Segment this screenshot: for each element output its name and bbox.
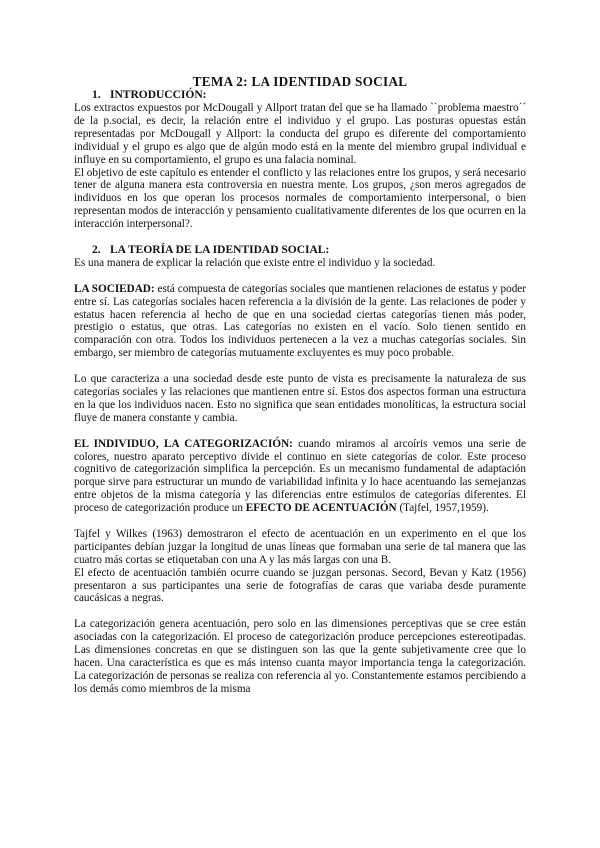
paragraph-theory-intro: Es una manera de explicar la relación que existe entre el individuo y la sociedad. (74, 256, 436, 269)
paragraph-tajfel-1: Tajfel y Wilkes (1963) demostraron el efecto de acentuación en un experimento en el que los participantes debían juzgar la longitud de unas líneas que formaban una serie de tal manera que las cuatro más cortas se etiquetaban con una A y las más largas con una B. (74, 527, 526, 566)
paragraph-individual (74, 438, 526, 515)
document-title: TEMA 2: LA IDENTIDAD SOCIAL (192, 74, 408, 89)
paragraph-society (74, 283, 526, 360)
section-heading-teoria (74, 244, 526, 257)
section-title: LA TEORÍA DE LA IDENTIDAD SOCIAL: (110, 243, 330, 256)
paragraph-society-2: Lo que caracteriza a una sociedad desde este punto de vista es precisamente la naturaleza de sus categorías sociales y las relaciones que mantienen entre sí. Estos dos aspectos forman una estructura en la que los individuos nacen. Esto no significa que sean entidades monolíticas, la estructura social fluye de manera constante y cambia. (74, 373, 526, 424)
individual-text: cuando miramos al arcoíris vemos una serie de colores, nuestro aparato perceptivo divide el continuo en siete categorías de color. Este proceso cognitivo de categorización simplifica la percepción. Es un mecanismo fundamental de adaptación porque sirve para estructurar un mundo de variabilidad infinita y lo hace acentuando las semejanzas entre objetos de la misma categoría y las diferencias entre estímulos de categorías diferentes. El proceso de categorización produce un (74, 437, 526, 515)
individual-citation: (Tajfel, 1957,1959). (396, 502, 489, 515)
paragraph-intro-2: El objetivo de este capítulo es entender el conflicto y las relaciones entre los grupos, y será necesario tener de alguna manera esta controversia en nuestra mente. Los grupos, ¿son meros agregados de individuos en los que operan los procesos normales de comportamiento interpersonal, o bien representan modos de interacción y pensamiento cualitativamente diferentes de los que ocurren en la interacción interpersonal?. (74, 166, 526, 231)
society-label: LA SOCIEDAD: (74, 282, 155, 295)
individual-emphasis: EFECTO DE ACENTUACIÓN (245, 502, 397, 515)
paragraph-tajfel-2: El efecto de acentuación también ocurre cuando se juzgan personas. Secord, Bevan y Katz (1956) presentaron a sus participantes una serie de fotografías de caras que variaba desde puramente caucásicas a negras. (74, 566, 526, 605)
section-heading-introduccion (74, 89, 526, 102)
paragraph-accentuation: La categorización genera acentuación, pero solo en las dimensiones perceptivas que se cree están asociadas con la categorización. El proceso de categorización produce percepciones estereotipadas. Las dimensiones concretas en que se distinguen son las que la gente subjetivamente cree que lo hacen. Una característica es que es más intenso cuanta mayor importancia tenga la categorización. La categorización de personas se realiza con referencia al yo. Constantemente estamos percibiendo a los demás como miembros de la misma (74, 618, 526, 695)
section-title: INTRODUCCIÓN: (110, 89, 207, 101)
paragraph-intro-1: Los extractos expuestos por McDougall y Allport tratan del que se ha llamado ``problema maestro´´ de la p.social, es decir, la relación entre el individuo y el grupo. Las posturas opuestas están representadas por McDougall y Allport: la conducta del grupo es diferente del comportamiento individual y el grupo es algo que de algún modo está en la mente del miembro grupal individual e influye en su comportamiento, el grupo es una falacia nominal. (74, 102, 526, 166)
society-text: está compuesta de categorías sociales que mantienen relaciones de estatus y poder entre sí. Las categorías sociales hacen referencia a la división de la gente. Las relaciones de poder y estatus hacen referencia al hecho de que en una sociedad ciertas categorías tienen más poder, prestigio o estatus, que otras. Las categorías no existen en el vacío. Solo tienen sentido en comparación con otra. Todos los individuos pertenecen a la vez a muchas categorías sociales. Sin embargo, ser miembro de categorías mutuamente excluyentes es muy poco probable. (74, 282, 526, 360)
individual-label: EL INDIVIDUO, LA CATEGORIZACIÓN: (74, 437, 293, 450)
section-number: 1. (92, 89, 101, 101)
section-number: 2. (92, 243, 101, 256)
